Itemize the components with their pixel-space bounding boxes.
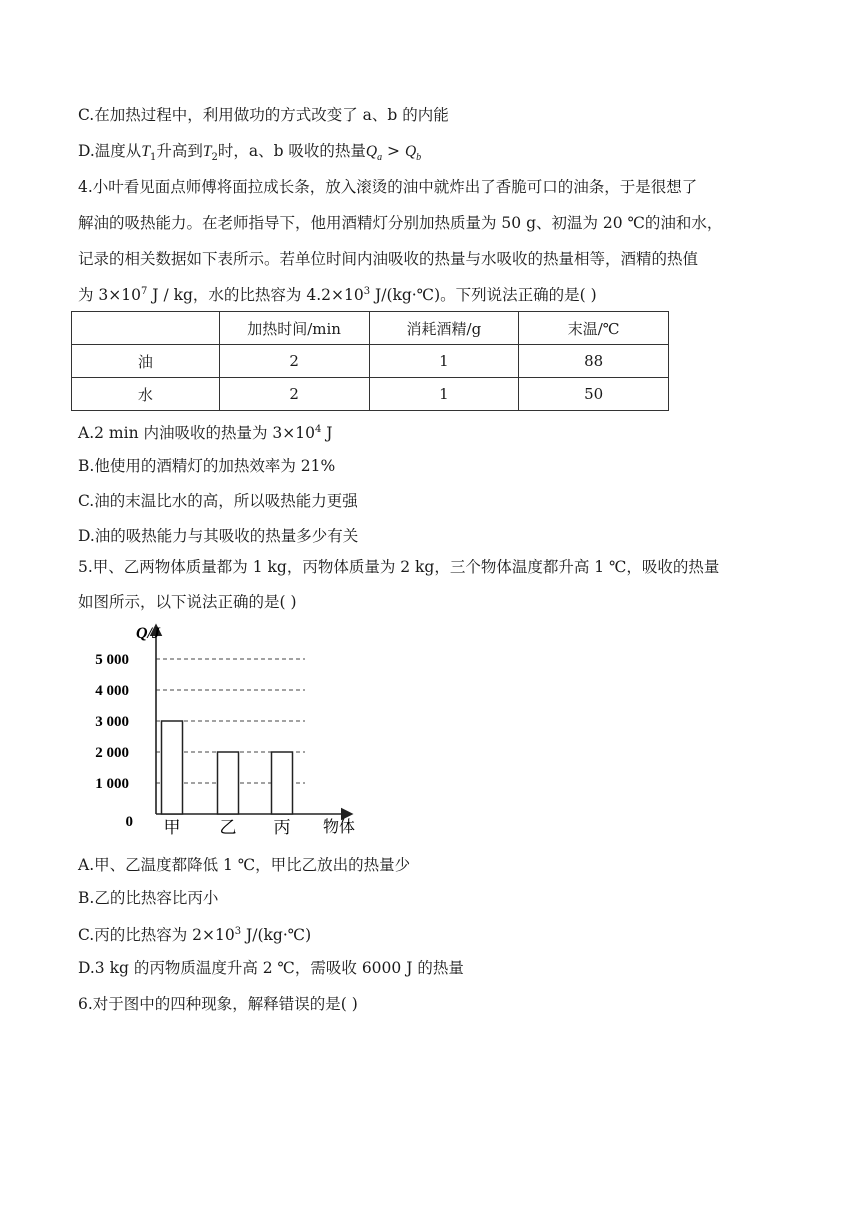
q5-stem-line-1: 5.甲、乙两物体质量都为 1 kg，丙物体质量为 2 kg，三个物体温度都升高 1 ℃，吸收的热量 [78, 558, 720, 576]
q4l4-b: J / kg，水的比热容为 4.2×10 [147, 286, 364, 305]
y-tick-label: 2 000 [95, 745, 129, 761]
table-cell: 1 [369, 345, 519, 378]
bar [272, 752, 293, 814]
y-tick-label: 4 000 [95, 683, 129, 699]
q5c-post: J/(kg·℃) [241, 926, 312, 945]
table-row [72, 345, 669, 378]
q4-option-a [78, 420, 333, 443]
q3d-t2: T [202, 143, 212, 160]
table-cell: 50 [519, 378, 669, 411]
q4-stem-line-3: 记录的相关数据如下表所示。若单位时间内油吸收的热量与水吸收的热量相等，酒精的热值 [78, 250, 699, 268]
q3d-qb: b [416, 152, 422, 164]
y-tick-label: 3 000 [95, 714, 129, 730]
x-tick-label: 丙 [273, 818, 291, 837]
table-cell: 2 [219, 345, 369, 378]
q4a-pre: A.2 min 内油吸收的热量为 3×10 [78, 424, 315, 443]
q4a-post: J [321, 424, 333, 443]
q3-option-d [78, 141, 421, 168]
y-axis-label: Q/J [136, 625, 160, 642]
table-cell: 油 [72, 345, 220, 378]
y-tick-label: 1 000 [95, 776, 129, 792]
q3d-mid: 升高到 [156, 142, 203, 160]
q5-option-c [78, 922, 311, 945]
bar [218, 752, 239, 814]
q6-stem: 6.对于图中的四种现象，解释错误的是( ) [78, 995, 358, 1013]
table-cell: 2 [219, 378, 369, 411]
table-header-cell: 消耗酒精/g [369, 312, 519, 345]
q4-stem-line-1: 4.小叶看见面点师傅将面拉成长条，放入滚烫的油中就炸出了香脆可口的油条，于是很想了 [78, 178, 698, 196]
q3d-t1: T [141, 143, 150, 160]
x-tick-label: 甲 [163, 818, 181, 837]
q4-option-c: C.油的末温比水的高，所以吸热能力更强 [78, 492, 358, 510]
q5-bar-chart [75, 618, 375, 838]
q3d-q: Q [365, 143, 378, 160]
q5c-exp: 3 [234, 926, 242, 937]
q3d-post: 时，a、b 吸收的热量 [217, 142, 366, 160]
q4l4-a: 为 3×10 [78, 286, 141, 305]
q3d-t1-sub: 1 [149, 152, 157, 164]
table-header-cell: 末温/℃ [519, 312, 669, 345]
q4-option-d: D.油的吸热能力与其吸收的热量多少有关 [78, 527, 359, 545]
q3d-gt: > [382, 142, 405, 160]
table-header-cell: 加热时间/min [219, 312, 369, 345]
q5c-pre: C.丙的比热容为 2×10 [78, 926, 235, 945]
q3d-qa: a [377, 152, 383, 164]
q3d-t2-sub: 2 [211, 152, 218, 164]
q4-stem-line-2: 解油的吸热能力。在老师指导下，他用酒精灯分别加热质量为 50 g、初温为 20 ℃的油和水， [78, 214, 723, 232]
bar [162, 721, 183, 814]
table-header-cell [72, 312, 220, 345]
q4l4-c: J/(kg·℃)。下列说法正确的是( ) [370, 286, 597, 305]
q4-stem-line-4 [78, 282, 597, 305]
q4a-exp: 4 [314, 424, 322, 435]
q4l4-exp2: 3 [363, 286, 371, 297]
q4l4-exp1: 7 [141, 286, 148, 297]
table-row [72, 378, 669, 411]
y-tick-label: 5 000 [95, 652, 129, 668]
q5-stem-line-2: 如图所示，以下说法正确的是( ) [78, 593, 297, 611]
q5-option-d: D.3 kg 的丙物质温度升高 2 ℃，需吸收 6000 J 的热量 [78, 959, 464, 977]
table-header-row [72, 312, 669, 345]
table-cell: 水 [72, 378, 220, 411]
q5-option-a: A.甲、乙温度都降低 1 ℃，甲比乙放出的热量少 [78, 856, 411, 874]
table-cell: 1 [369, 378, 519, 411]
x-axis-label: 物体 [323, 819, 356, 836]
q5-option-b: B.乙的比热容比丙小 [78, 889, 219, 907]
x-tick-label: 乙 [219, 818, 237, 837]
table-cell: 88 [519, 345, 669, 378]
q3d-q2: Q [404, 143, 417, 160]
q4-option-b: B.他使用的酒精灯的加热效率为 21% [78, 457, 336, 475]
q4-data-table [71, 311, 669, 411]
y-tick-label: 0 [125, 814, 133, 830]
q3d-pre: D.温度从 [78, 142, 142, 160]
q3-option-c: C.在加热过程中，利用做功的方式改变了 a、b 的内能 [78, 106, 449, 124]
